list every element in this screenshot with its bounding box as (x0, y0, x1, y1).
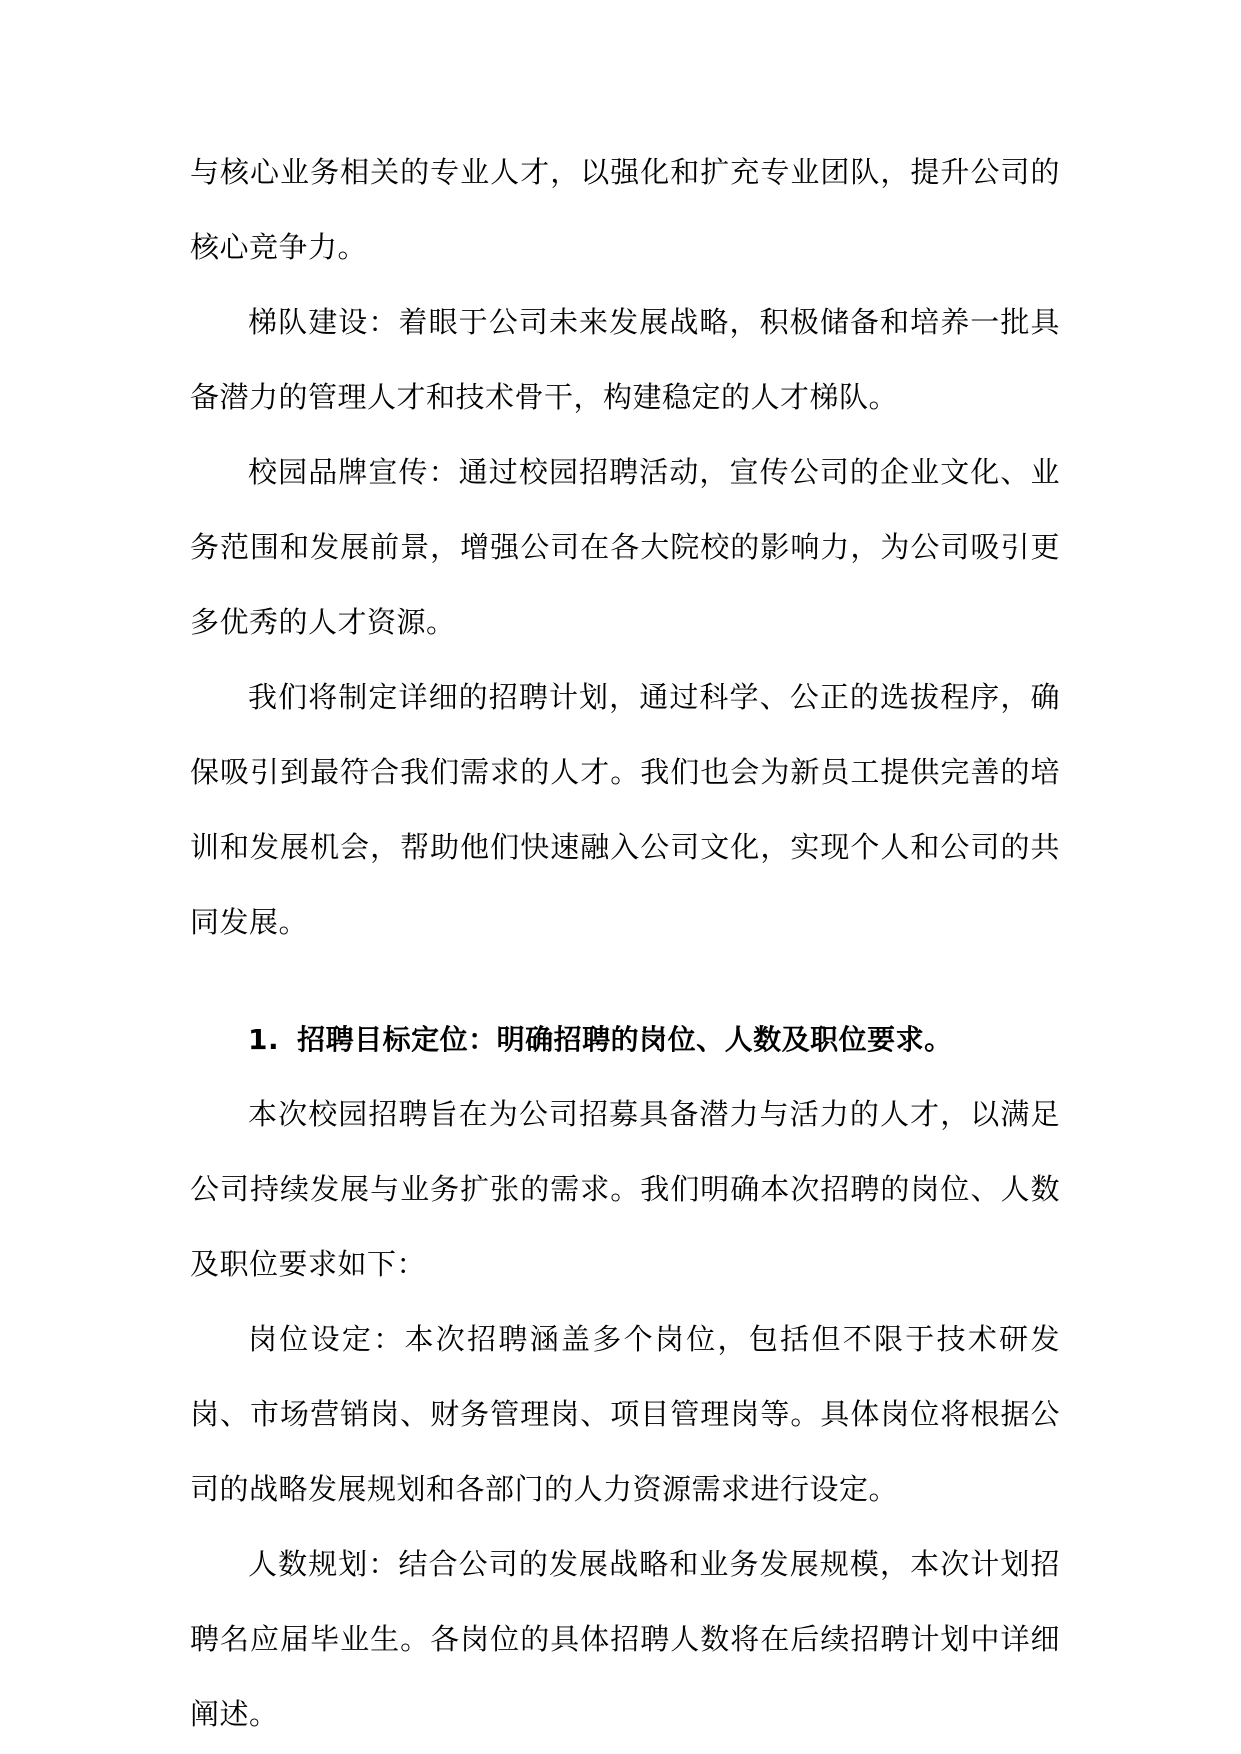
section-heading (190, 1002, 1060, 1077)
section-heading-number: 1. (248, 1023, 280, 1056)
document-body (190, 135, 1060, 1752)
paragraph-recruitment-plan: 我们将制定详细的招聘计划，通过科学、公正的选拔程序，确保吸引到最符合我们需求的人才。我们也会为新员工提供完善的培训和发展机会，帮助他们快速融入公司文化，实现个人和公司的共同发展。 (190, 680, 1060, 939)
paragraph-campus-branding: 校园品牌宣传：通过校园招聘活动，宣传公司的企业文化、业务范围和发展前景，增强公司在各大院校的影响力，为公司吸引更多优秀的人才资源。 (190, 455, 1060, 639)
section-heading-text: 招聘目标定位：明确招聘的岗位、人数及职位要求。 (297, 1023, 953, 1056)
paragraph-talent-pipeline: 梯队建设：着眼于公司未来发展战略，积极储备和培养一批具备潜力的管理人才和技术骨干，构建稳定的人才梯队。 (190, 305, 1060, 414)
paragraph-headcount-planning: 人数规划：结合公司的发展战略和业务发展规模，本次计划招聘名应届毕业生。各岗位的具体招聘人数将在后续招聘计划中详细阐述。 (190, 1547, 1060, 1731)
paragraph-core-talent: 与核心业务相关的专业人才，以强化和扩充专业团队，提升公司的核心竞争力。 (190, 155, 1060, 264)
paragraph-recruitment-purpose: 本次校园招聘旨在为公司招募具备潜力与活力的人才，以满足公司持续发展与业务扩张的需求。我们明确本次招聘的岗位、人数及职位要求如下： (190, 1097, 1060, 1281)
paragraph-position-setting: 岗位设定：本次招聘涵盖多个岗位，包括但不限于技术研发岗、市场营销岗、财务管理岗、项目管理岗等。具体岗位将根据公司的战略发展规划和各部门的人力资源需求进行设定。 (190, 1322, 1060, 1506)
